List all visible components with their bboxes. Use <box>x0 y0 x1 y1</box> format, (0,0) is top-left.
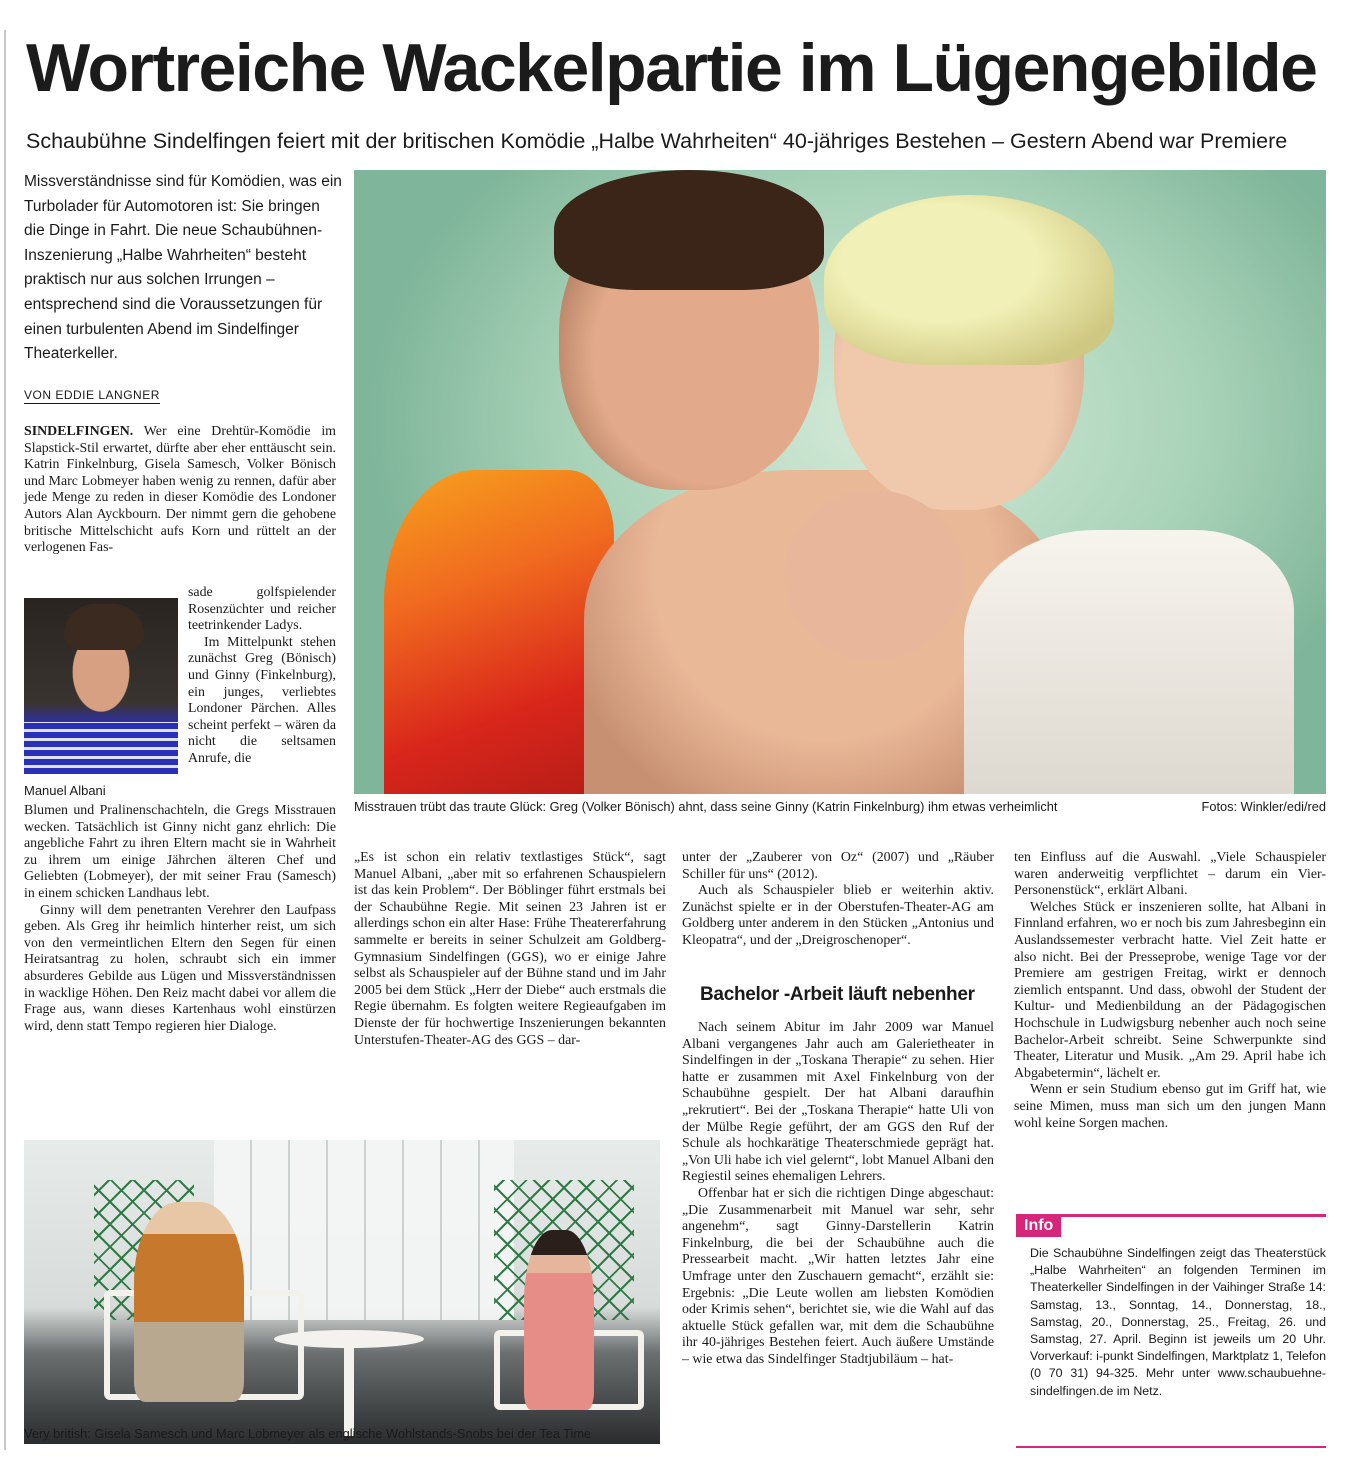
article-headline: Wortreiche Wackelpartie im Lügengebilde <box>26 30 1317 106</box>
towel-shape <box>384 470 614 794</box>
col1-wrap-text-2: Im Mittelpunkt stehen zunächst Greg (Bönisch) und Ginny (Finkelnburg), ein junges, verliebtes Londoner Pärchen. Alles scheint perfekt – wären da nicht die seltsamen Anrufe, die <box>188 634 336 766</box>
byline: VON EDDIE LANGNER <box>24 388 160 402</box>
column-3-bottom <box>682 1020 994 1368</box>
woman-hair-shape <box>824 195 1114 365</box>
man-figure <box>134 1202 244 1402</box>
section-subheading: Bachelor -Arbeit läuft nebenher <box>700 984 975 1005</box>
portrait-shirt <box>24 722 178 774</box>
stage-photo-caption: Very british: Gisela Samesch und Marc Lobmeyer als englische Wohlstands-Snobs bei der Tea Time <box>24 1426 592 1441</box>
column-3-top <box>682 850 994 950</box>
article-lead: Missverständnisse sind für Komödien, was ein Turbolader für Automotoren ist: Sie bringen die Dinge in Fahrt. Die neue Schaubühnen-Inszenierung „Halbe Wahrheiten“ besteht praktisch nur aus solchen Irrungen – entsprechend sind die Voraussetzungen für einen turbulenten Abend im Sindelfinger Theaterkeller. <box>24 173 342 363</box>
portrait-caption: Manuel Albani <box>24 783 106 798</box>
col2-paragraph-1: „Es ist schon ein relativ textlastiges Stück“, sagt Manuel Albani, „aber mit so erfahrenen Schauspielern ist das kein Problem“. Der Böblinger führt erstmals bei der Schaubühne Regie. Mit seinen 23 Jahren ist er allerdings schon ein alter Hase: Frühe Theatererfahrung sammelte er bereits in seiner Schulzeit am Goldberg-Gymnasium Sindelfingen (GGS), wo er einige Jahre selbst als Schauspieler auf der Bühne stand und im Jahr 2005 bei dem Stück „Herr der Diebe“ auch erstmals die Regie übernahm. Es folgten weitere Regieaufgaben im Dienste der für hochwertige Inszenierungen bekannten Unterstufen-Theater-AG des GGS – dar- <box>354 850 666 1048</box>
col4-paragraph-2: Welches Stück er inszenieren sollte, hat Albani in Finnland erfahren, wo er noch bis zum Jahresbeginn ein Auslandssemester verbracht hatte. Viel Zeit hatte er also nicht. Bei der Presseprobe, wenige Tage vor der Premiere am gestrigen Freitag, wirkt er dennoch ziemlich entspannt. Und dass, obwohl der Student der Kultur- und Medienbildung an der Pädagogischen Hochschule in Ludwigsburg nebenher auch noch seine Bachelor-Arbeit schreibt. Seine Schwerpunkte sind Theater, Literatur und Musik. „Am 29. April habe ich Abgabetermin“, lächelt er. <box>1014 899 1326 1081</box>
col4-paragraph-3: Wenn er sein Studium ebenso gut im Griff hat, wie seine Mimen, muss man sich um den jungen Mann wohl keine Sorgen machen. <box>1014 1082 1326 1131</box>
column-1-bottom <box>24 803 336 1035</box>
woman-figure <box>524 1230 594 1410</box>
photo-credit: Fotos: Winkler/edi/red <box>1201 799 1326 814</box>
tea-table <box>274 1330 424 1440</box>
col4-paragraph-1: ten Einfluss auf die Auswahl. „Viele Schauspieler waren anderweitig verpflichtet – darum ein Vier-Personenstück“, erklärt Albani. <box>1014 850 1326 899</box>
info-box <box>1016 1214 1326 1400</box>
column-1-top <box>24 424 336 557</box>
column-1-wrap <box>188 585 336 768</box>
col3-paragraph-4: Offenbar hat er sich die richtigen Dinge abgeschaut: „Die Zusammenarbeit mit Manuel war sehr, sehr angenehm“, sagt Ginny-Darstellerin Katrin Finkelnburg, die bei der Schaubühne auch die Pressearbeit macht. „Wir hatten letztes Jahr eine Umfrage unter den Zuschauern gemacht“, erzählt sie: Ergebnis: „Die Leute wollen am liebsten Komödien oder Krimis sehen“, berichtet sie, wie die Wahl auf das aktuelle Stück gefallen war, mit dem die Schaubühne ihr 40-jähriges Bestehen feiert. Auch äußere Umstände – wie etwa das Sindelfinger Stadtjubiläum – hat- <box>682 1185 994 1367</box>
col3-paragraph-1: unter der „Zauberer von Oz“ (2007) und „Räuber Schiller für uns“ (2012). <box>682 850 994 882</box>
portrait-photo <box>24 598 178 774</box>
col3-paragraph-2: Auch als Schauspieler blieb er weiterhin aktiv. Zunächst spielte er in der Oberstufen-Theater-AG am Goldberg unter anderem in den Stücken „Antonius und Kleopatra“, und der „Dreigroschenoper“. <box>682 883 994 948</box>
main-photo <box>354 170 1326 794</box>
main-photo-caption: Misstrauen trübt das traute Glück: Greg (Volker Bönisch) ahnt, dass seine Ginny (Katrin Finkelnburg) ihm etwas verheimlicht <box>354 799 1058 814</box>
article-subhead: Schaubühne Sindelfingen feiert mit der britischen Komödie „Halbe Wahrheiten“ 40-jähriges Bestehen – Gestern Abend war Premiere <box>26 129 1288 153</box>
col1-paragraph-2: Blumen und Pralinenschachteln, die Gregs Misstrauen wecken. Tatsächlich ist Ginny nicht ganz ehrlich: Die angebliche Fahrt zu ihren Eltern macht sie in Wahrheit zu ihrem um einige Jährchen älteren Chef und Geliebten (Lobmeyer), der mit seiner Frau (Samesch) in einem schicken Landhaus lebt. <box>24 803 336 901</box>
portrait-hair <box>64 604 144 650</box>
hands-shape <box>784 490 964 660</box>
dateline: SINDELFINGEN. <box>24 424 134 439</box>
man-hair-shape <box>554 170 824 290</box>
column-4 <box>1014 850 1326 1132</box>
col1-paragraph-3: Ginny will dem penetranten Verehrer den Laufpass geben. Als Greg ihr heimlich hinterher reist, um sich von den vermeintlichen Eltern den Segen für einen Heiratsantrag zu holen, schraubt sich ein immer absurderes Gebilde aus Lügen und Missverständnissen in wacklige Höhen. Den Reiz macht dabei vor allem die Frage aus, wann dieses Kartenhaus wohl einstürzen wird, denn statt Tempo regieren hier Dialoge. <box>24 902 336 1034</box>
column-2 <box>354 850 666 1049</box>
col3-paragraph-3: Nach seinem Abitur im Jahr 2009 war Manuel Albani vergangenes Jahr auch am Galerietheater in Sindelfingen in der „Toskana Therapie“ zu sehen. Hier hatte er zusammen mit Axel Finkelnburg von der Schaubühne gespielt. Der hat Albani daraufhin „rekrutiert“. Bei der „Toskana Therapie“ hatte Uli von der Mülbe Regie geführt, der am GGS den Ruf der Schule als hochkarätige Theaterschmiede geprägt hat. „Von Uli habe ich viel gelernt“, lobt Manuel Albani den Regiestil seines ehemaligen Lehrers. <box>682 1020 994 1185</box>
stage-photo <box>24 1140 660 1444</box>
info-bottom-rule <box>1016 1446 1326 1448</box>
page-edge-rule <box>4 30 6 1450</box>
info-tag: Info <box>1016 1215 1061 1237</box>
table-leg <box>344 1346 354 1436</box>
info-top-rule <box>1016 1214 1326 1217</box>
col1-wrap-text: sade golfspielender Rosenzüchter und reicher teetrinkender Ladys. <box>188 585 336 634</box>
col1-paragraph-1: Wer eine Drehtür-Komödie im Slapstick-Stil erwartet, dürfte aber eher enttäuscht sein. Katrin Finkelnburg, Gisela Samesch, Volker Bönisch und Marc Lobmeyer haben wenig zu rennen, dafür aber jede Menge zu reden in dieser Komödie des Londoner Autors Alan Ayckbourn. Der nimmt gern die gehobene britische Mittelschicht aufs Korn und rüttelt an der verlogenen Fas- <box>24 424 336 556</box>
info-text: Die Schaubühne Sindelfingen zeigt das Theaterstück „Halbe Wahrheiten“ an folgenden Terminen im Theaterkeller Sindelfingen in der Vaihinger Straße 14: Samstag, 13., Sonntag, 14., Donnerstag, 18., Samstag, 20., Donnerstag, 25., Freitag, 26. und Samstag, 27. April. Beginn ist jeweils um 20 Uhr. Vorverkauf: i-punkt Sindelfingen, Marktplatz 1, Telefon (0 70 31) 94-325. Mehr unter www.schaubuehne-sindelfingen.de im Netz. <box>1030 1246 1326 1398</box>
woman-dress-shape <box>964 530 1294 794</box>
